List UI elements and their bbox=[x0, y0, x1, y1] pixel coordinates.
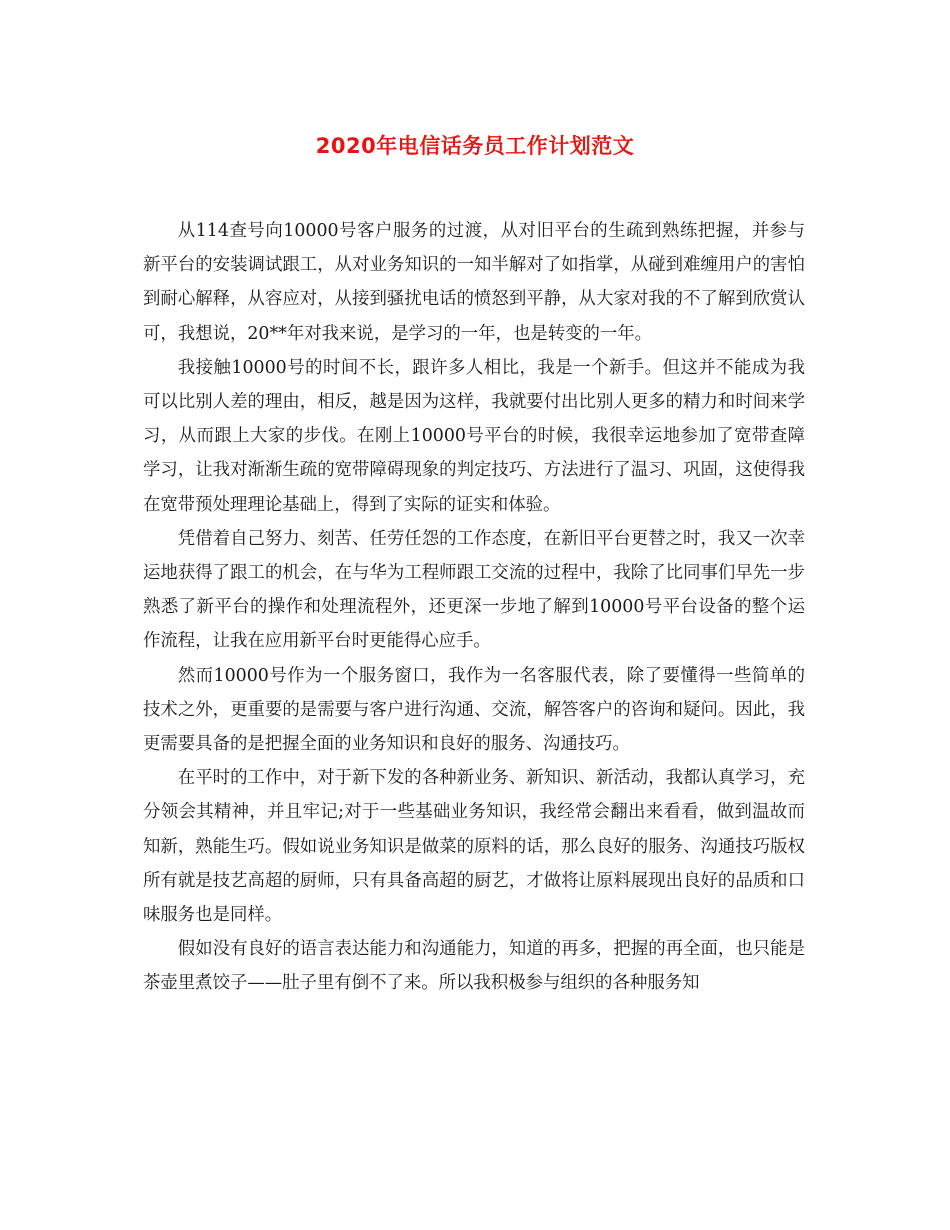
paragraph-5: 在平时的工作中，对于新下发的各种新业务、新知识、新活动，我都认真学习，充分领会其精神，并且牢记;对于一些基础业务知识，我经常会翻出来看看，做到温故而知新，熟能生巧。假如说业务知识是做菜的原料的话，那么良好的服务、沟通技巧版权所有就是技艺高超的厨师，只有具备高超的厨艺，才做将让原料展现出良好的品质和口味服务也是同样。 bbox=[143, 768, 805, 926]
paragraph-3: 凭借着自己努力、刻苦、任劳任怨的工作态度，在新旧平台更替之时，我又一次幸运地获得了跟工的机会，在与华为工程师跟工交流的过程中，我除了比同事们早先一步熟悉了新平台的操作和处理流程外，还更深一步地了解到10000号平台设备的整个运作流程，让我在应用新平台时更能得心应手。 bbox=[143, 528, 805, 652]
document-title: 2020年电信话务员工作计划范文 bbox=[315, 134, 635, 158]
paragraph-6: 假如没有良好的语言表达能力和沟通能力，知道的再多，把握的再全面，也只能是茶壶里煮饺子——肚子里有倒不了来。所以我积极参与组织的各种服务知 bbox=[143, 939, 805, 994]
paragraph-1: 从114查号向10000号客户服务的过渡，从对旧平台的生疏到熟练把握，并参与新平台的安装调试跟工，从对业务知识的一知半解对了如指掌，从碰到难缠用户的害怕到耐心解释，从容应对，从接到骚扰电话的愤怒到平静，从大家对我的不了解到欣赏认可，我想说，20**年对我来说，是学习的一年，也是转变的一年。 bbox=[143, 221, 805, 344]
document-body bbox=[143, 214, 805, 1001]
paragraph-2: 我接触10000号的时间不长，跟许多人相比，我是一个新手。但这并不能成为我可以比别人差的理由，相反，越是因为这样，我就要付出比别人更多的精力和时间来学习，从而跟上大家的步伐。在刚上10000号平台的时候，我很幸运地参加了宽带查障学习，让我对渐渐生疏的宽带障碍现象的判定技巧、方法进行了温习、巩固，这使得我在宽带预处理理论基础上，得到了实际的证实和体验。 bbox=[143, 357, 805, 515]
paragraph-4: 然而10000号作为一个服务窗口，我作为一名客服代表，除了要懂得一些简单的技术之外，更重要的是需要与客户进行沟通、交流，解答客户的咨询和疑问。因此，我更需要具备的是把握全面的业务知识和良好的服务、沟通技巧。 bbox=[143, 665, 805, 755]
